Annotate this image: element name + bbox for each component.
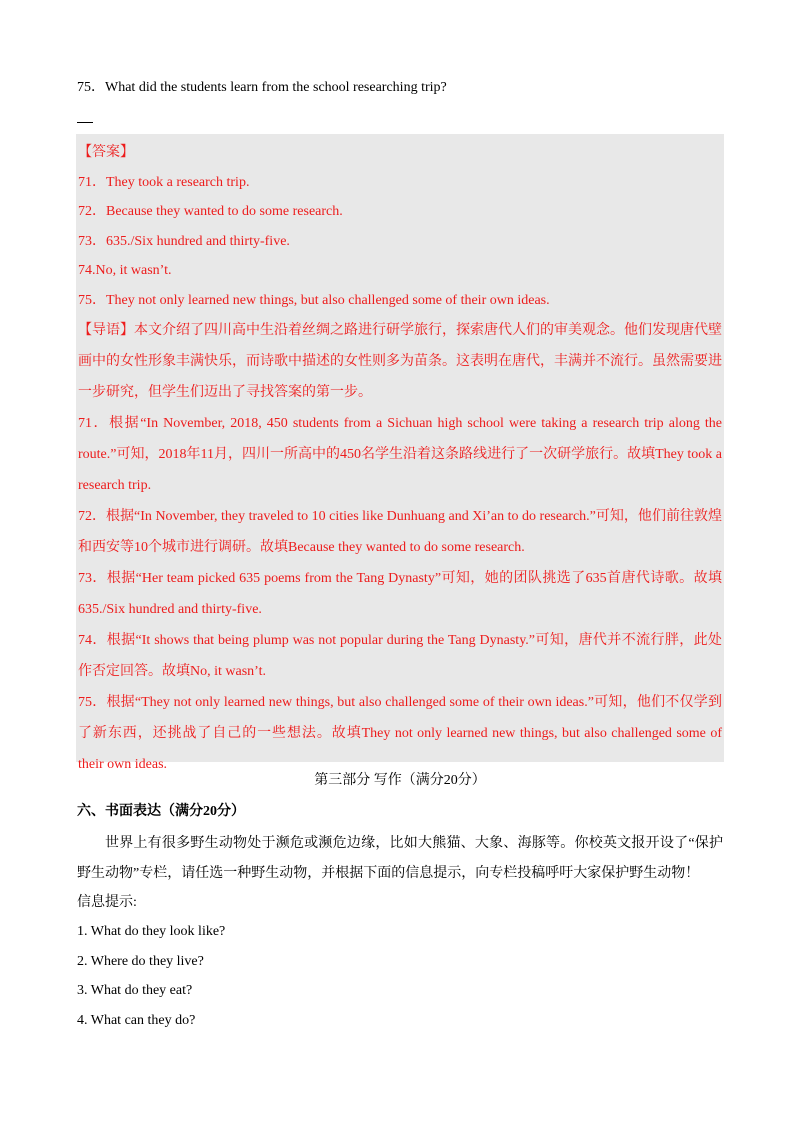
answer-item-71: 71．They took a research trip.: [78, 174, 250, 190]
answer-header: 【答案】: [78, 145, 134, 160]
answer-item-72: 72．Because they wanted to do some research.: [78, 204, 343, 219]
explanation-list: [78, 315, 722, 780]
info-item: 2. Where do they live?: [77, 953, 204, 969]
answer-blank-line: [77, 122, 93, 123]
info-item: 3. What do they eat?: [77, 983, 193, 998]
writing-part-title: 六、书面表达（满分20分）: [77, 804, 245, 819]
explanation-73: 73．根据“Her team picked 635 poems from the Tang Dynasty”可知，她的团队挑选了635首唐代诗歌。故填635./Six hundred and thirty-five.: [78, 571, 722, 617]
answer-item-75: 75．They not only learned new things, but also challenged some of their own ideas.: [78, 292, 550, 308]
answer-content: [78, 138, 722, 780]
info-list: [77, 917, 225, 1035]
section-title: 第三部分 写作（满分20分）: [314, 773, 486, 788]
explanation-intro: 【导语】本文介绍了四川高中生沿着丝绸之路进行研学旅行，探索唐代人们的审美观念。他们发现唐代壁画中的女性形象丰满快乐，而诗歌中描述的女性则多为苗条。这表明在唐代，丰满并不流行。虽然需要进一步研究，但学生们迈出了寻找答案的第一步。: [78, 323, 722, 400]
info-item: 4. What can they do?: [77, 1012, 196, 1028]
info-item: 1. What do they look like?: [77, 924, 226, 939]
explanation-74: 74．根据“It shows that being plump was not popular during the Tang Dynasty.”可知，唐代并不流行胖，此处作否定回答。故填No, it wasn’t.: [78, 633, 722, 679]
question-75: 75．What did the students learn from the school researching trip?: [77, 80, 447, 95]
answer-item-73: 73．635./Six hundred and thirty-five.: [78, 233, 290, 249]
explanation-75: 75．根据“They not only learned new things, but also challenged some of their own ideas.”可知，他们不仅学到了新东西，还挑战了自己的一些想法。故填They not only learned new things, but also challenged some of their own ideas.: [78, 695, 722, 772]
writing-prompt: 世界上有很多野生动物处于濒危或濒危边缘，比如大熊猫、大象、海豚等。你校英文报开设了“保护野生动物”专栏，请任选一种野生动物，并根据下面的信息提示，向专栏投稿呼吁大家保护野生动物！: [77, 836, 723, 881]
explanation-72: 72．根据“In November, they traveled to 10 cities like Dunhuang and Xi’an to do research.”可知，他们前往敦煌和西安等10个城市进行调研。故填Because they wanted to do some research.: [78, 509, 722, 555]
info-title: 信息提示:: [77, 895, 137, 910]
explanation-71: 71．根据“In November, 2018, 450 students from a Sichuan high school were taking a research trip along the route.”可知，2018年11月，四川一所高中的450名学生沿着这条路线进行了一次研学旅行。故填They took a research trip.: [78, 416, 722, 493]
answer-explanation-box: [76, 134, 724, 772]
answer-item-74: 74.No, it wasn’t.: [78, 263, 172, 278]
